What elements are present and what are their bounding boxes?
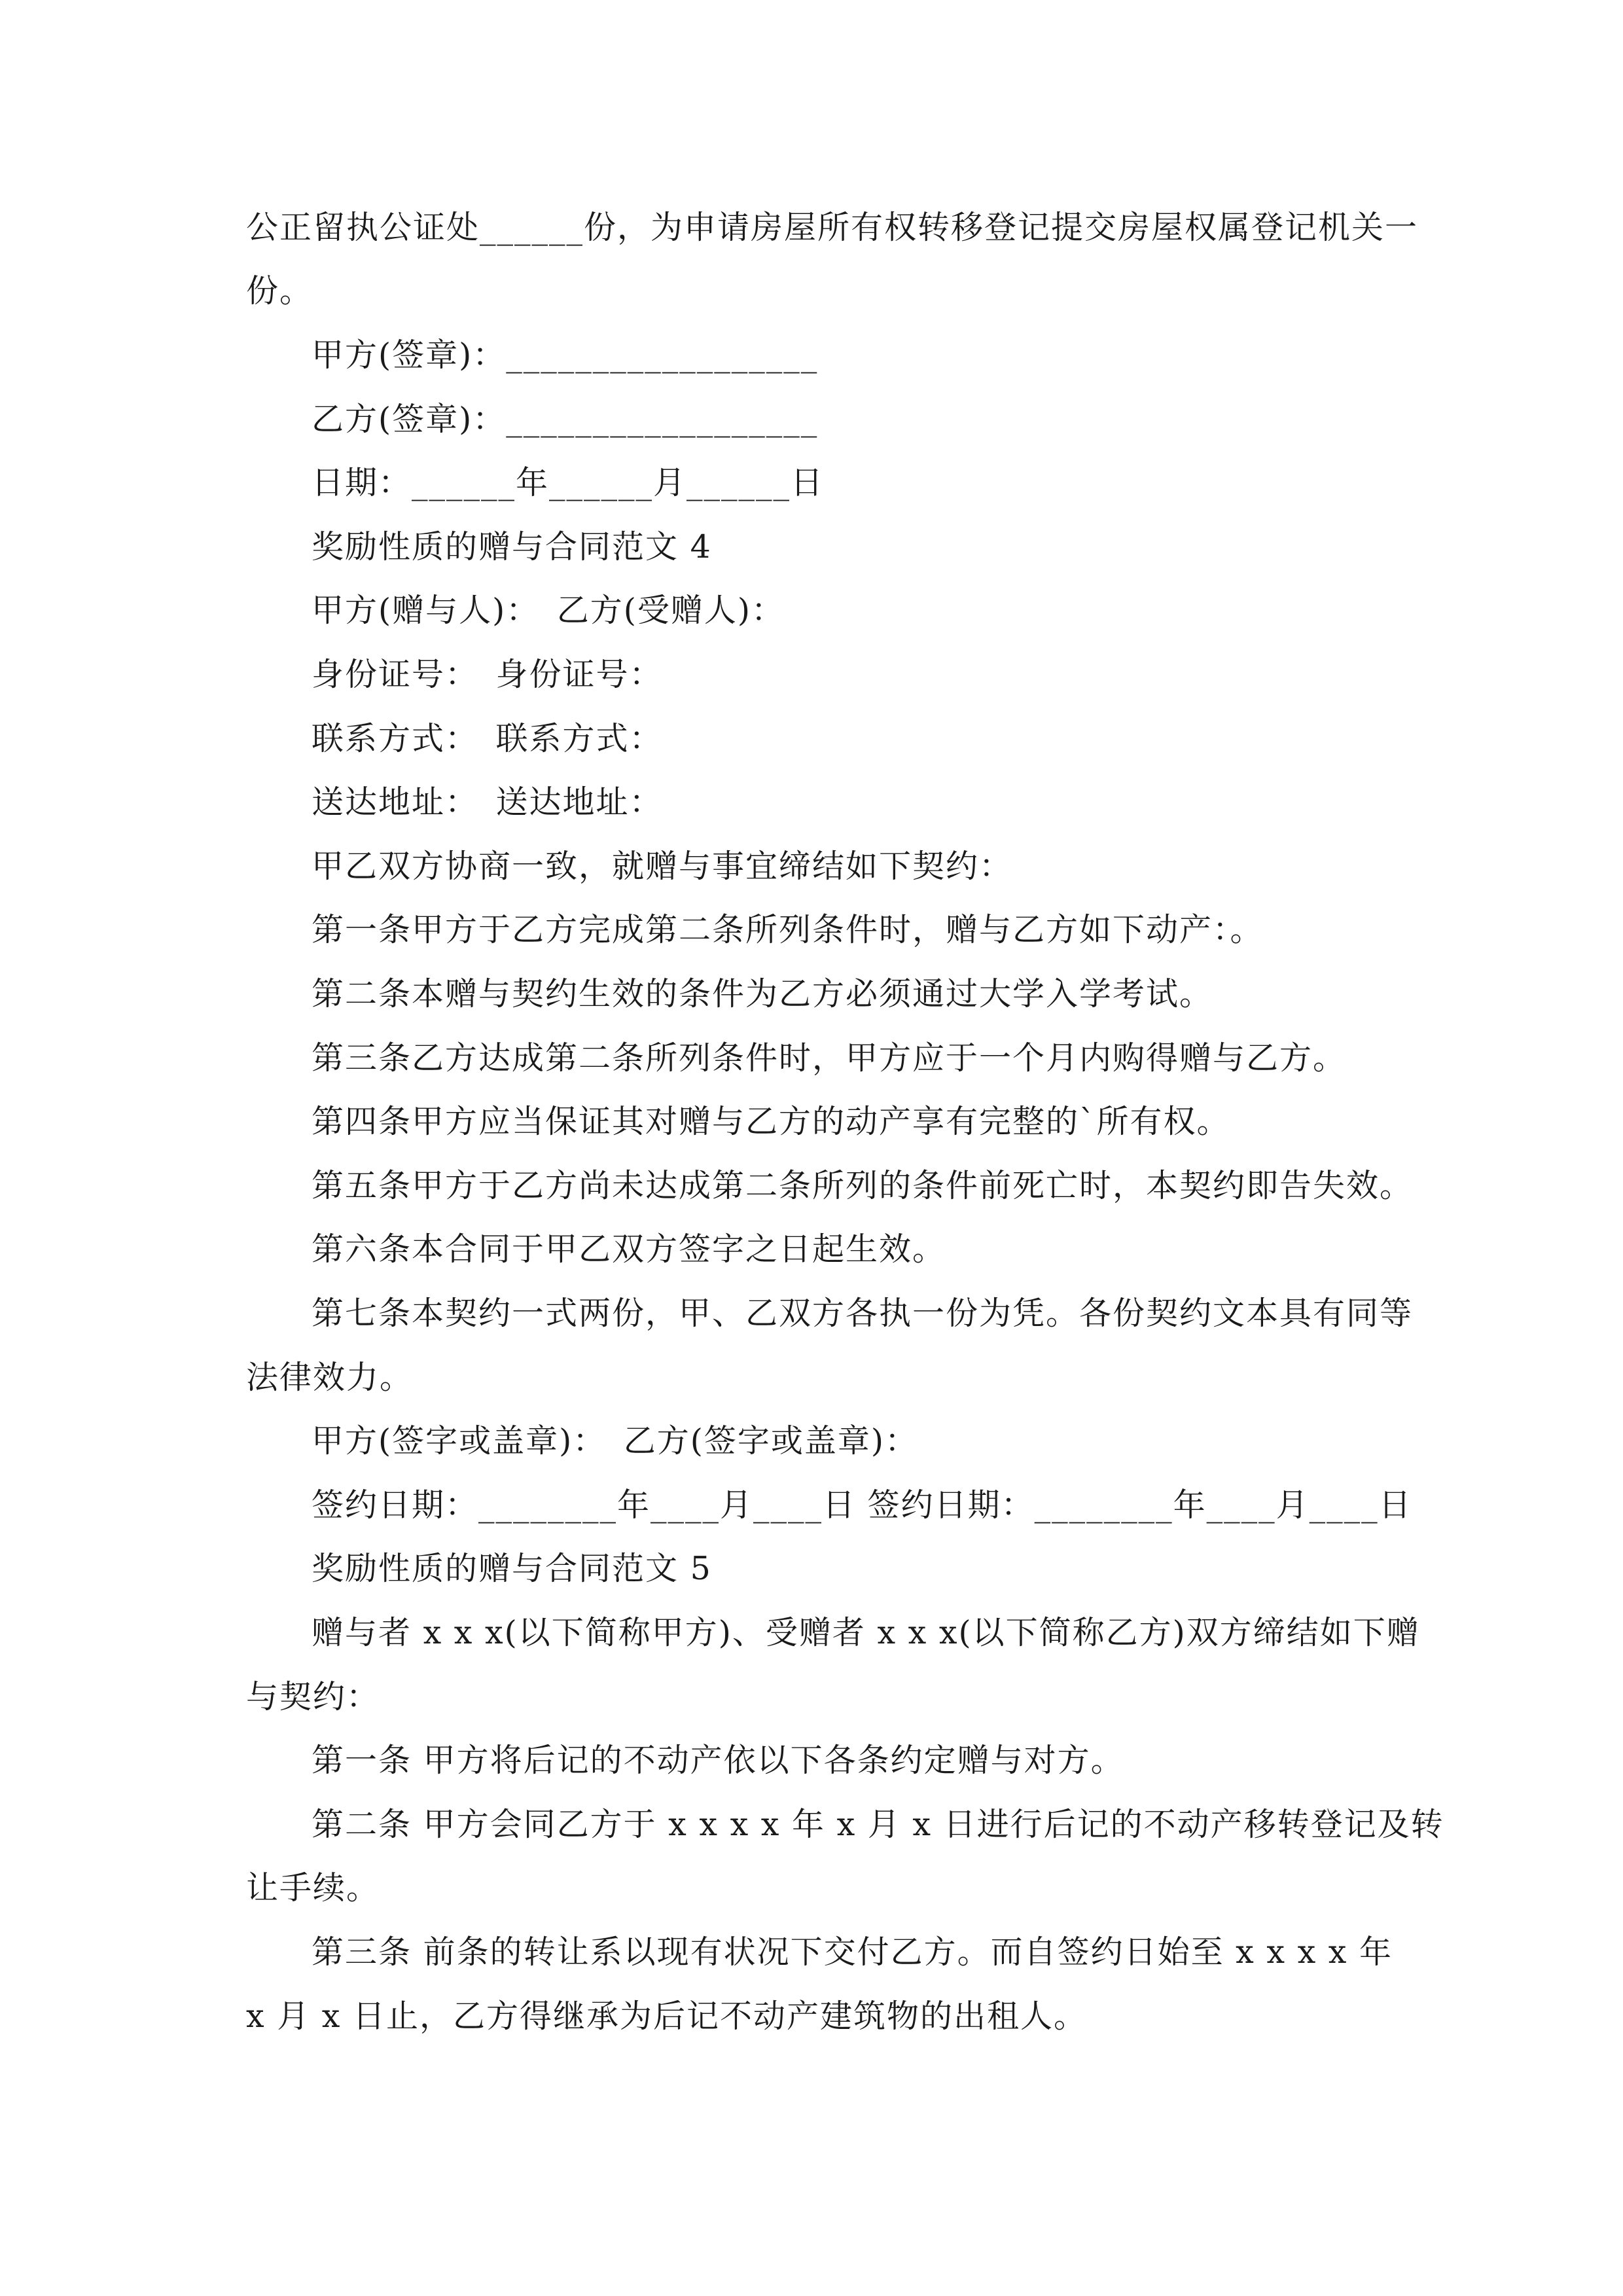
article-line: 第六条本合同于甲乙双方签字之日起生效。 (312, 1230, 946, 1268)
article-line: 第一条甲方于乙方完成第二条所列条件时，赠与乙方如下动产：。 (312, 911, 1264, 948)
paragraph-line: x 月 x 日止，乙方得继承为后记不动产建筑物的出租人。 (246, 1998, 1087, 2035)
paragraph-line: 赠与者 x x x(以下简称甲方)、受赠者 x x x(以下简称乙方)双方缔结如下赠 (312, 1614, 1420, 1651)
paragraph-line: 公正留执公证处______份，为申请房屋所有权转移登记提交房屋权属登记机关一 (246, 209, 1419, 246)
parties-line: 甲方(赠与人)： 乙方(受赠人)： (312, 592, 785, 629)
signing-dates-line: 签约日期：________年____月____日 签约日期：________年____月____日 (312, 1486, 1412, 1524)
article-line: 第四条甲方应当保证其对赠与乙方的动产享有完整的`所有权。 (312, 1103, 1230, 1140)
article-line: 第五条甲方于乙方尚未达成第二条所列的条件前死亡时，本契约即告失效。 (312, 1167, 1414, 1204)
article-line: 第七条本契约一式两份，甲、乙双方各执一份为凭。各份契约文本具有同等 (312, 1295, 1414, 1332)
article-line: 第三条乙方达成第二条所列条件时，甲方应于一个月内购得赠与乙方。 (312, 1039, 1347, 1077)
article-line: 第一条 甲方将后记的不动产依以下各条约定赠与对方。 (312, 1742, 1124, 1779)
signatures-line: 甲方(签字或盖章)： 乙方(签字或盖章)： (312, 1422, 918, 1460)
article-line: 第二条本赠与契约生效的条件为乙方必须通过大学入学考试。 (312, 975, 1213, 1013)
paragraph-line: 法律效力。 (246, 1359, 414, 1396)
paragraph-line: 与契约： (246, 1678, 380, 1715)
party-b-signature-line: 乙方(签章)：__________________ (312, 401, 819, 438)
party-a-signature-line: 甲方(签章)：__________________ (312, 336, 819, 374)
id-number-line: 身份证号： 身份证号： (312, 656, 663, 693)
paragraph-line: 让手续。 (246, 1869, 380, 1907)
article-line: 第二条 甲方会同乙方于 x x x x 年 x 月 x 日进行后记的不动产移转登记及转 (312, 1806, 1444, 1843)
section-heading: 奖励性质的赠与合同范文 4 (312, 528, 712, 565)
date-line: 日期：______年______月______日 (312, 464, 825, 501)
contact-line: 联系方式： 联系方式： (312, 720, 663, 757)
address-line: 送达地址： 送达地址： (312, 783, 663, 821)
paragraph-line: 份。 (246, 272, 313, 310)
paragraph-line: 甲乙双方协商一致，就赠与事宜缔结如下契约： (312, 848, 1013, 885)
section-heading: 奖励性质的赠与合同范文 5 (312, 1550, 712, 1587)
article-line: 第三条 前条的转让系以现有状况下交付乙方。而自签约日始至 x x x x 年 (312, 1933, 1393, 1971)
